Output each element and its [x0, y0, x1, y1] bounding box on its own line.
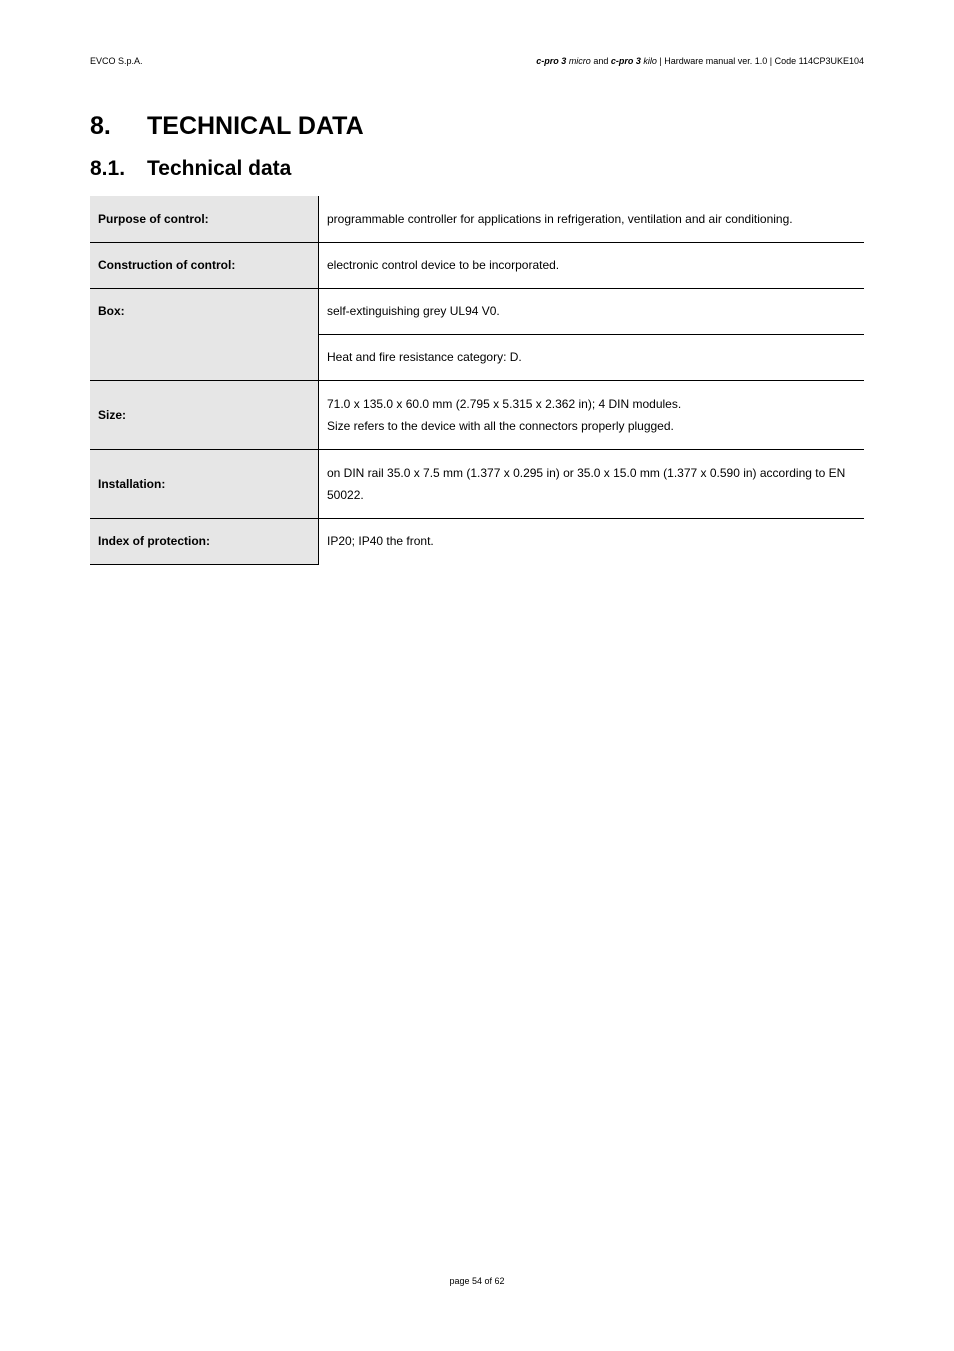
header-product-1-variant: micro [566, 56, 591, 66]
subsection-title: Technical data [147, 157, 292, 180]
header-product-2: c-pro 3 [610, 56, 641, 66]
table-row [90, 518, 864, 564]
header-document-info [536, 56, 864, 66]
header-product-2-variant: kilo [640, 56, 657, 66]
purpose-value: programmable controller for applications in refrigeration, ventilation and air conditioning. [319, 196, 865, 242]
table-row [90, 196, 864, 242]
protection-value: IP20; IP40 the front. [327, 533, 434, 548]
subsection-heading [90, 157, 291, 181]
construction-label: Construction of control: [90, 242, 319, 288]
installation-label: Installation: [90, 449, 319, 518]
size-value [319, 380, 865, 449]
table-row [90, 288, 864, 334]
construction-value: electronic control device to be incorporated. [319, 242, 865, 288]
purpose-label: Purpose of control: [90, 196, 319, 242]
page-number: page 54 of 62 [449, 1276, 505, 1286]
technical-data-table [90, 196, 864, 565]
subsection-number: 8.1. [90, 157, 126, 180]
header-and: and [590, 56, 611, 66]
section-number: 8. [90, 112, 111, 140]
box-label: Box: [90, 288, 319, 380]
section-heading [90, 112, 364, 141]
size-value-line-2: Size refers to the device with all the connectors properly plugged. [327, 418, 674, 433]
table-row [90, 449, 864, 518]
header-company: EVCO S.p.A. [90, 56, 143, 66]
size-value-line-1: 71.0 x 135.0 x 60.0 mm (2.795 x 5.315 x 2.362 in); 4 DIN modules. [327, 396, 682, 411]
size-label: Size: [90, 380, 319, 449]
section-title: TECHNICAL DATA [147, 112, 364, 140]
box-value-1: self-extinguishing grey UL94 V0. [319, 288, 865, 334]
box-value-2: Heat and fire resistance category: D. [319, 334, 865, 380]
table-row [90, 242, 864, 288]
header-product-1: c-pro 3 [536, 56, 567, 66]
table-row [90, 380, 864, 449]
header-manual-code: | Hardware manual ver. 1.0 | Code 114CP3UKE104 [656, 56, 864, 66]
installation-value: on DIN rail 35.0 x 7.5 mm (1.377 x 0.295 in) or 35.0 x 15.0 mm (1.377 x 0.590 in) according to EN 50022. [319, 449, 865, 518]
protection-label: Index of protection: [90, 518, 319, 564]
